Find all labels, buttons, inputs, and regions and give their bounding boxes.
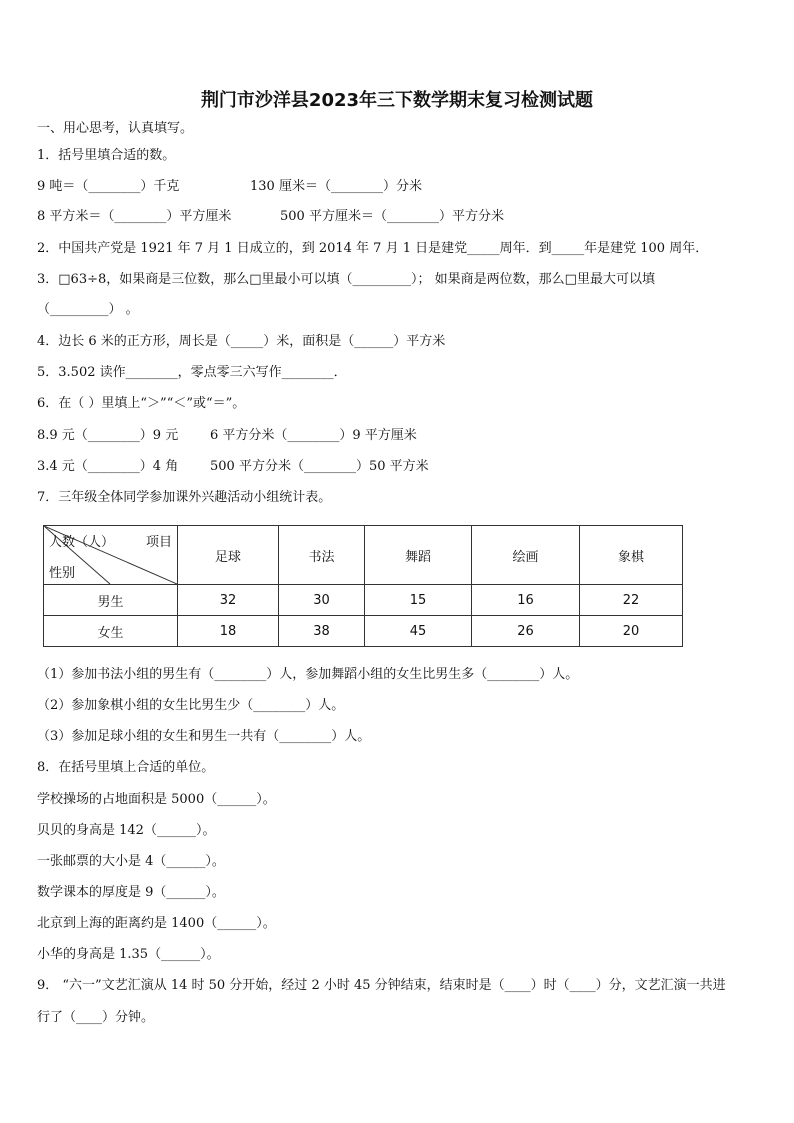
question-7-stem: 7．三年级全体同学参加课外兴趣活动小组统计表。 [37, 490, 332, 505]
question-8-item: 学校操场的占地面积是 5000（______）。 [37, 792, 276, 807]
table-cell: 45 [365, 616, 472, 647]
question-7-sub-1: （1）参加书法小组的男生有（________）人，参加舞蹈小组的女生比男生多（________）人。 [37, 667, 579, 682]
page-title: 荆门市沙洋县2023年三下数学期末复习检测试题 [200, 90, 594, 111]
table-cell: 30 [279, 585, 365, 616]
table-row-label: 男生 [44, 585, 178, 616]
question-8-stem: 8．在括号里填上合适的单位。 [37, 760, 215, 775]
table-cell: 20 [580, 616, 683, 647]
table-cell: 15 [365, 585, 472, 616]
question-3-line-1: 3．□63÷8，如果商是三位数，那么□里最小可以填（_________）； 如果商是两位数，那么□里最大可以填 [37, 272, 655, 287]
question-8-item: 数学课本的厚度是 9（______）。 [37, 885, 225, 900]
activity-stats-table [43, 525, 683, 647]
table-cell: 18 [178, 616, 279, 647]
question-6-item-d: 500 平方分米（________）50 平方米 [210, 459, 429, 474]
question-8-item: 小华的身高是 1.35（______）。 [37, 947, 220, 962]
table-column-header: 舞蹈 [365, 526, 472, 585]
question-1-item-b: 130 厘米＝（________）分米 [250, 179, 422, 194]
table-column-header: 象棋 [580, 526, 683, 585]
table-row [44, 616, 683, 647]
question-7-sub-3: （3）参加足球小组的女生和男生一共有（________）人。 [37, 729, 371, 744]
table-column-header: 足球 [178, 526, 279, 585]
table-column-header: 绘画 [472, 526, 580, 585]
question-7-sub-2: （2）参加象棋小组的女生比男生少（________）人。 [37, 698, 345, 713]
table-cell: 22 [580, 585, 683, 616]
question-8-item: 北京到上海的距离约是 1400（______）。 [37, 916, 276, 931]
table-corner-cell [44, 526, 178, 585]
question-5: 5．3.502 读作________，零点零三六写作________． [37, 365, 347, 380]
question-6-item-b: 6 平方分米（________）9 平方厘米 [210, 428, 417, 443]
question-9-line-2: 行了（____）分钟。 [37, 1010, 155, 1025]
question-1-item-a: 9 吨＝（________）千克 [37, 179, 180, 194]
question-8-item: 贝贝的身高是 142（______）。 [37, 823, 216, 838]
corner-label-item: 项目 [145, 535, 172, 550]
table-row-label: 女生 [44, 616, 178, 647]
question-1-item-c: 8 平方米＝（________）平方厘米 [37, 209, 232, 224]
question-1-item-d: 500 平方厘米＝（________）平方分米 [280, 209, 504, 224]
table-column-header: 书法 [279, 526, 365, 585]
question-6-item-a: 8.9 元（________）9 元 [37, 428, 179, 443]
table-row [44, 585, 683, 616]
table-header-row [44, 526, 683, 585]
table-cell: 32 [178, 585, 279, 616]
question-6-stem: 6．在（ ）里填上“＞”“＜”或“＝”。 [37, 396, 246, 411]
corner-label-gender: 性别 [49, 566, 76, 581]
question-9-line-1: 9． “六一”文艺汇演从 14 时 50 分开始，经过 2 小时 45 分钟结束，结束时是（____）时（____）分，文艺汇演一共进 [37, 978, 726, 993]
question-8-item: 一张邮票的大小是 4（______）。 [37, 854, 225, 869]
table-cell: 38 [279, 616, 365, 647]
question-4: 4．边长 6 米的正方形，周长是（_____）米，面积是（______）平方米 [37, 334, 446, 349]
corner-label-count: 人数（人） [49, 535, 115, 550]
question-2: 2．中国共产党是 1921 年 7 月 1 日成立的，到 2014 年 7 月 1 日是建党_____周年．到_____年是建党 100 周年． [37, 241, 709, 256]
question-1-stem: 1．括号里填合适的数。 [37, 148, 176, 163]
table-cell: 16 [472, 585, 580, 616]
question-6-item-c: 3.4 元（________）4 角 [37, 459, 179, 474]
table-cell: 26 [472, 616, 580, 647]
section-heading: 一、用心思考，认真填写。 [37, 121, 194, 136]
question-3-line-2: （_________） 。 [37, 302, 139, 317]
